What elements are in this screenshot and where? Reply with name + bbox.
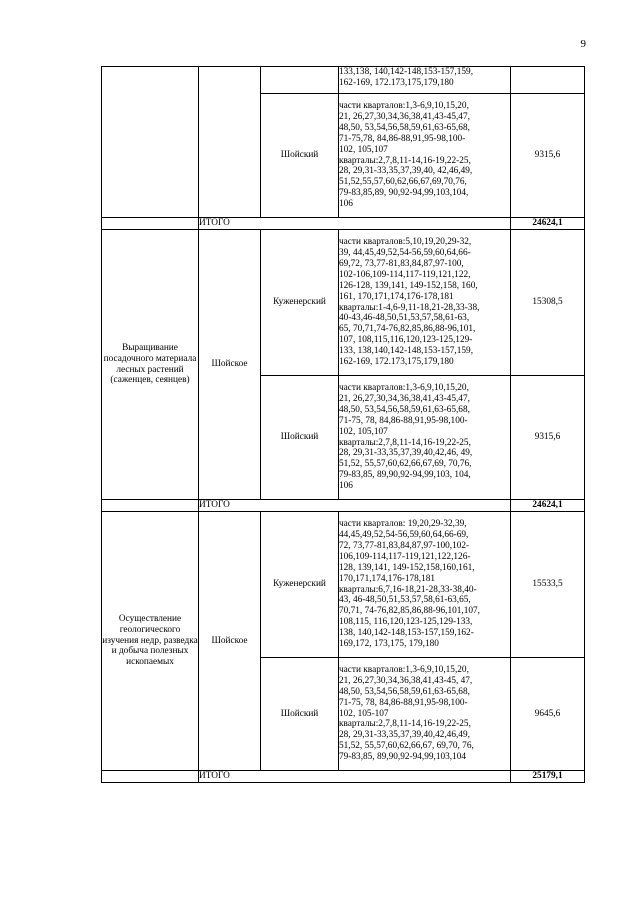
district-cell-empty	[261, 67, 339, 94]
total-row	[102, 218, 585, 230]
area-cell: 15533,5	[511, 512, 585, 658]
forest-use-table	[101, 66, 585, 783]
total-label: ИТОГО	[199, 218, 511, 230]
area-cell: 9315,6	[511, 94, 585, 218]
total-empty-cell	[102, 500, 199, 512]
district-cell: Куженерский	[261, 512, 339, 658]
area-cell: 9645,6	[511, 658, 585, 771]
area-cell: 9315,6	[511, 376, 585, 500]
total-empty-cell	[102, 218, 199, 230]
forestry-cell: Шойское	[199, 512, 261, 771]
district-cell: Куженерский	[261, 230, 339, 376]
blocks-cell: части кварталов:1,3-6,9,10,15,20, 21, 26,27,30,34,36,38,41,43-45, 47, 48,50, 53,54,56,58,59,61,63-65,68, 71-75, 78, 84,86-88,91,95-98,100- 102, 105-107 кварталы:2,7,8,11-14,16-19,22-25, 28, 29,31-33,35,37,39,40,42,46,49, 51,52, 55,57,60,62,66,67, 69,70, 76, 79-83,85, 89,90,92-94,99,103,104	[339, 658, 511, 771]
table-row	[102, 230, 585, 376]
district-cell: Шойский	[261, 376, 339, 500]
forestry-cell-empty	[199, 67, 261, 218]
table-row	[102, 67, 585, 94]
table-row	[102, 512, 585, 658]
total-label: ИТОГО	[199, 771, 511, 783]
area-cell: 15308,5	[511, 230, 585, 376]
total-label: ИТОГО	[199, 500, 511, 512]
blocks-cell: части кварталов:5,10,19,20,29-32, 39, 44,45,49,52,54-56,59,60,64,66- 69,72, 73,77-81,83,84,87,97-100, 102-106,109-114,117-119,121,122, 126-128, 139,141, 149-152,158, 160, 161, 170,171,174,176-178,181 кварталы:1-4,6-9,11-18,21-28,33-38, 40-43,46-48,50,51,53,57,58,61-63, 65, 70,71,74-76,82,85,86,88-96,101, 107, 108,115,116,120,123-125,129- 133, 138,140,142-148,153-157,159, 162-169, 172.173,175,179,180	[339, 230, 511, 376]
total-row	[102, 500, 585, 512]
page-number: 9	[580, 38, 586, 50]
area-cell-empty	[511, 67, 585, 94]
forestry-cell: Шойское	[199, 230, 261, 500]
blocks-cell: 133,138, 140,142-148,153-157,159, 162-169, 172.173,175,179,180	[339, 67, 511, 94]
total-value: 25179,1	[511, 771, 585, 783]
activity-cell-empty	[102, 67, 199, 218]
district-cell: Шойский	[261, 658, 339, 771]
total-value: 24624,1	[511, 218, 585, 230]
activity-cell: Выращивание посадочного материала лесных растений (саженцев, сеянцев)	[102, 230, 199, 500]
total-row	[102, 771, 585, 783]
activity-cell: Осуществление геологического изучения недр, разведка и добыча полезных ископаемых	[102, 512, 199, 771]
blocks-cell: части кварталов:1,3-6,9,10,15,20, 21, 26,27,30,34,36,38,41,43-45,47, 48,50, 53,54,56,58,59,61,63-65,68, 71-75,78, 84,86-88,91,95-98,100- 102, 105,107 кварталы:2,7,8,11-14,16-19,22-25, 28, 29,31-33,35,37,39,40, 42,46,49, 51,52,55,57,60,62,66,67,69,70,76, 79-83,85,89, 90,92-94,99,103,104, 106	[339, 94, 511, 218]
total-empty-cell	[102, 771, 199, 783]
blocks-cell: части кварталов: 19,20,29-32,39, 44,45,49,52,54-56,59,60,64,66-69, 72, 73,77-81,83,84,87,97-100,102- 106,109-114,117-119,121,122,126- 128, 139,141, 149-152,158,160,161, 170,171,174,176-178,181 кварталы:6,7,16-18,21-28,33-38,40- 43, 46-48,50,51,53,57,58,61-63,65, 70,71, 74-76,82,85,86,88-96,101,107, 108,115, 116,120,123-125,129-133, 138, 140,142-148,153-157,159,162- 169,172, 173,175, 179,180	[339, 512, 511, 658]
blocks-cell: части кварталов:1,3-6,9,10,15,20, 21, 26,27,30,34,36,38,41,43-45,47, 48,50, 53,54,56,58,59,61,63-65,68, 71-75, 78, 84,86-88,91,95-98,100- 102, 105,107 кварталы:2,7,8,11-14,16-19,22-25, 28, 29,31-33,35,37,39,40,42,46, 49, 51,52, 55,57,60,62,66,67,69, 70,76, 79-83,85, 89,90,92-94,99,103, 104, 106	[339, 376, 511, 500]
district-cell: Шойский	[261, 94, 339, 218]
total-value: 24624,1	[511, 500, 585, 512]
